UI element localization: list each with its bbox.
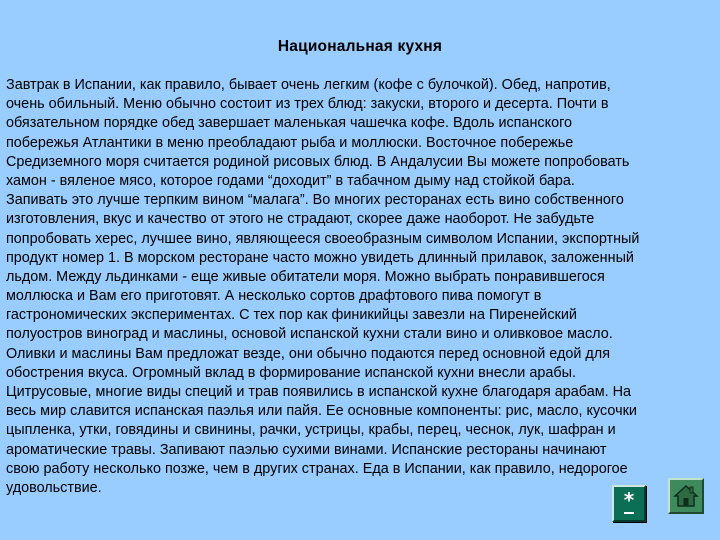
text-line: моллюска и Вам его приготовят. А несколько сортов драфтового пива помогут в	[6, 288, 542, 305]
underline-mark	[624, 512, 634, 514]
text-line: Запивать это лучше терпким вином “малага”. Во многих ресторанах есть вино собственного	[6, 192, 624, 209]
text-line: попробовать херес, лучшее вино, являющееся своеобразным символом Испании, экспортный	[6, 230, 640, 247]
text-line: ароматические травы. Запивают паэлью сухими винами. Испанские рестораны начинают	[6, 441, 607, 458]
text-line: цыпленка, утки, говядины и свинины, рачки, устрицы, крабы, перец, чеснок, лук, шафран и	[6, 422, 616, 439]
text-line: изготовления, вкус и качество от этого не страдают, скорее даже наоборот. Не забудьте	[6, 211, 595, 228]
home-button[interactable]	[668, 478, 704, 514]
text-line: гастрономических экспериментах. С тех пор как финикийцы завезли на Пиренейский	[6, 307, 577, 324]
text-line: весь мир славится испанская паэлья или пайя. Ее основные компоненты: рис, масло, кусочки	[6, 403, 637, 420]
text-line: продукт номер 1. В морском ресторане часто можно увидеть длинный прилавок, заложенный	[6, 249, 634, 266]
body-text	[6, 76, 716, 498]
text-line: свою работу несколько позже, чем в других странах. Еда в Испании, как правило, недорогое	[6, 460, 628, 477]
text-line: удовольствие.	[6, 479, 102, 496]
text-line: льдом. Между льдинками - еще живые обитатели моря. Можно выбрать понравившегося	[6, 268, 605, 285]
text-line: очень обильный. Меню обычно состоит из трех блюд: закуски, второго и десерта. Почти в	[6, 96, 609, 113]
text-line: обострения вкуса. Огромный вклад в формирование испанской кухни внесли арабы.	[6, 364, 576, 381]
text-line: Завтрак в Испании, как правило, бывает очень легким (кофе с булочкой). Обед, напротив,	[6, 77, 611, 93]
asterisk-icon: *	[623, 488, 635, 512]
home-icon	[673, 484, 699, 508]
text-line: обязательном порядке обед завершает маленькая чашечка кофе. Вдоль испанского	[6, 115, 573, 132]
text-line: побережья Атлантики в меню преобладают рыба и моллюски. Восточное побережье	[6, 134, 574, 151]
text-line: Цитрусовые, многие виды специй и трав появились в испанской кухне благодаря арабам. На	[6, 384, 632, 400]
text-line: Оливки и маслины Вам предложат везде, они обычно подаются перед основной едой для	[6, 345, 610, 362]
page-title: Национальная кухня	[277, 38, 443, 55]
text-line: Средиземного моря считается родиной рисовых блюд. В Андалусии Вы можете попробовать	[6, 153, 630, 170]
text-line: хамон - вяленое мясо, которое годами “доходит” в табачном дыму над стойкой бара.	[6, 172, 575, 189]
text-line: полуостров виноград и маслины, основой испанской кухни стали вино и оливковое масло.	[6, 326, 613, 343]
asterisk-nav-button[interactable]	[612, 485, 646, 522]
